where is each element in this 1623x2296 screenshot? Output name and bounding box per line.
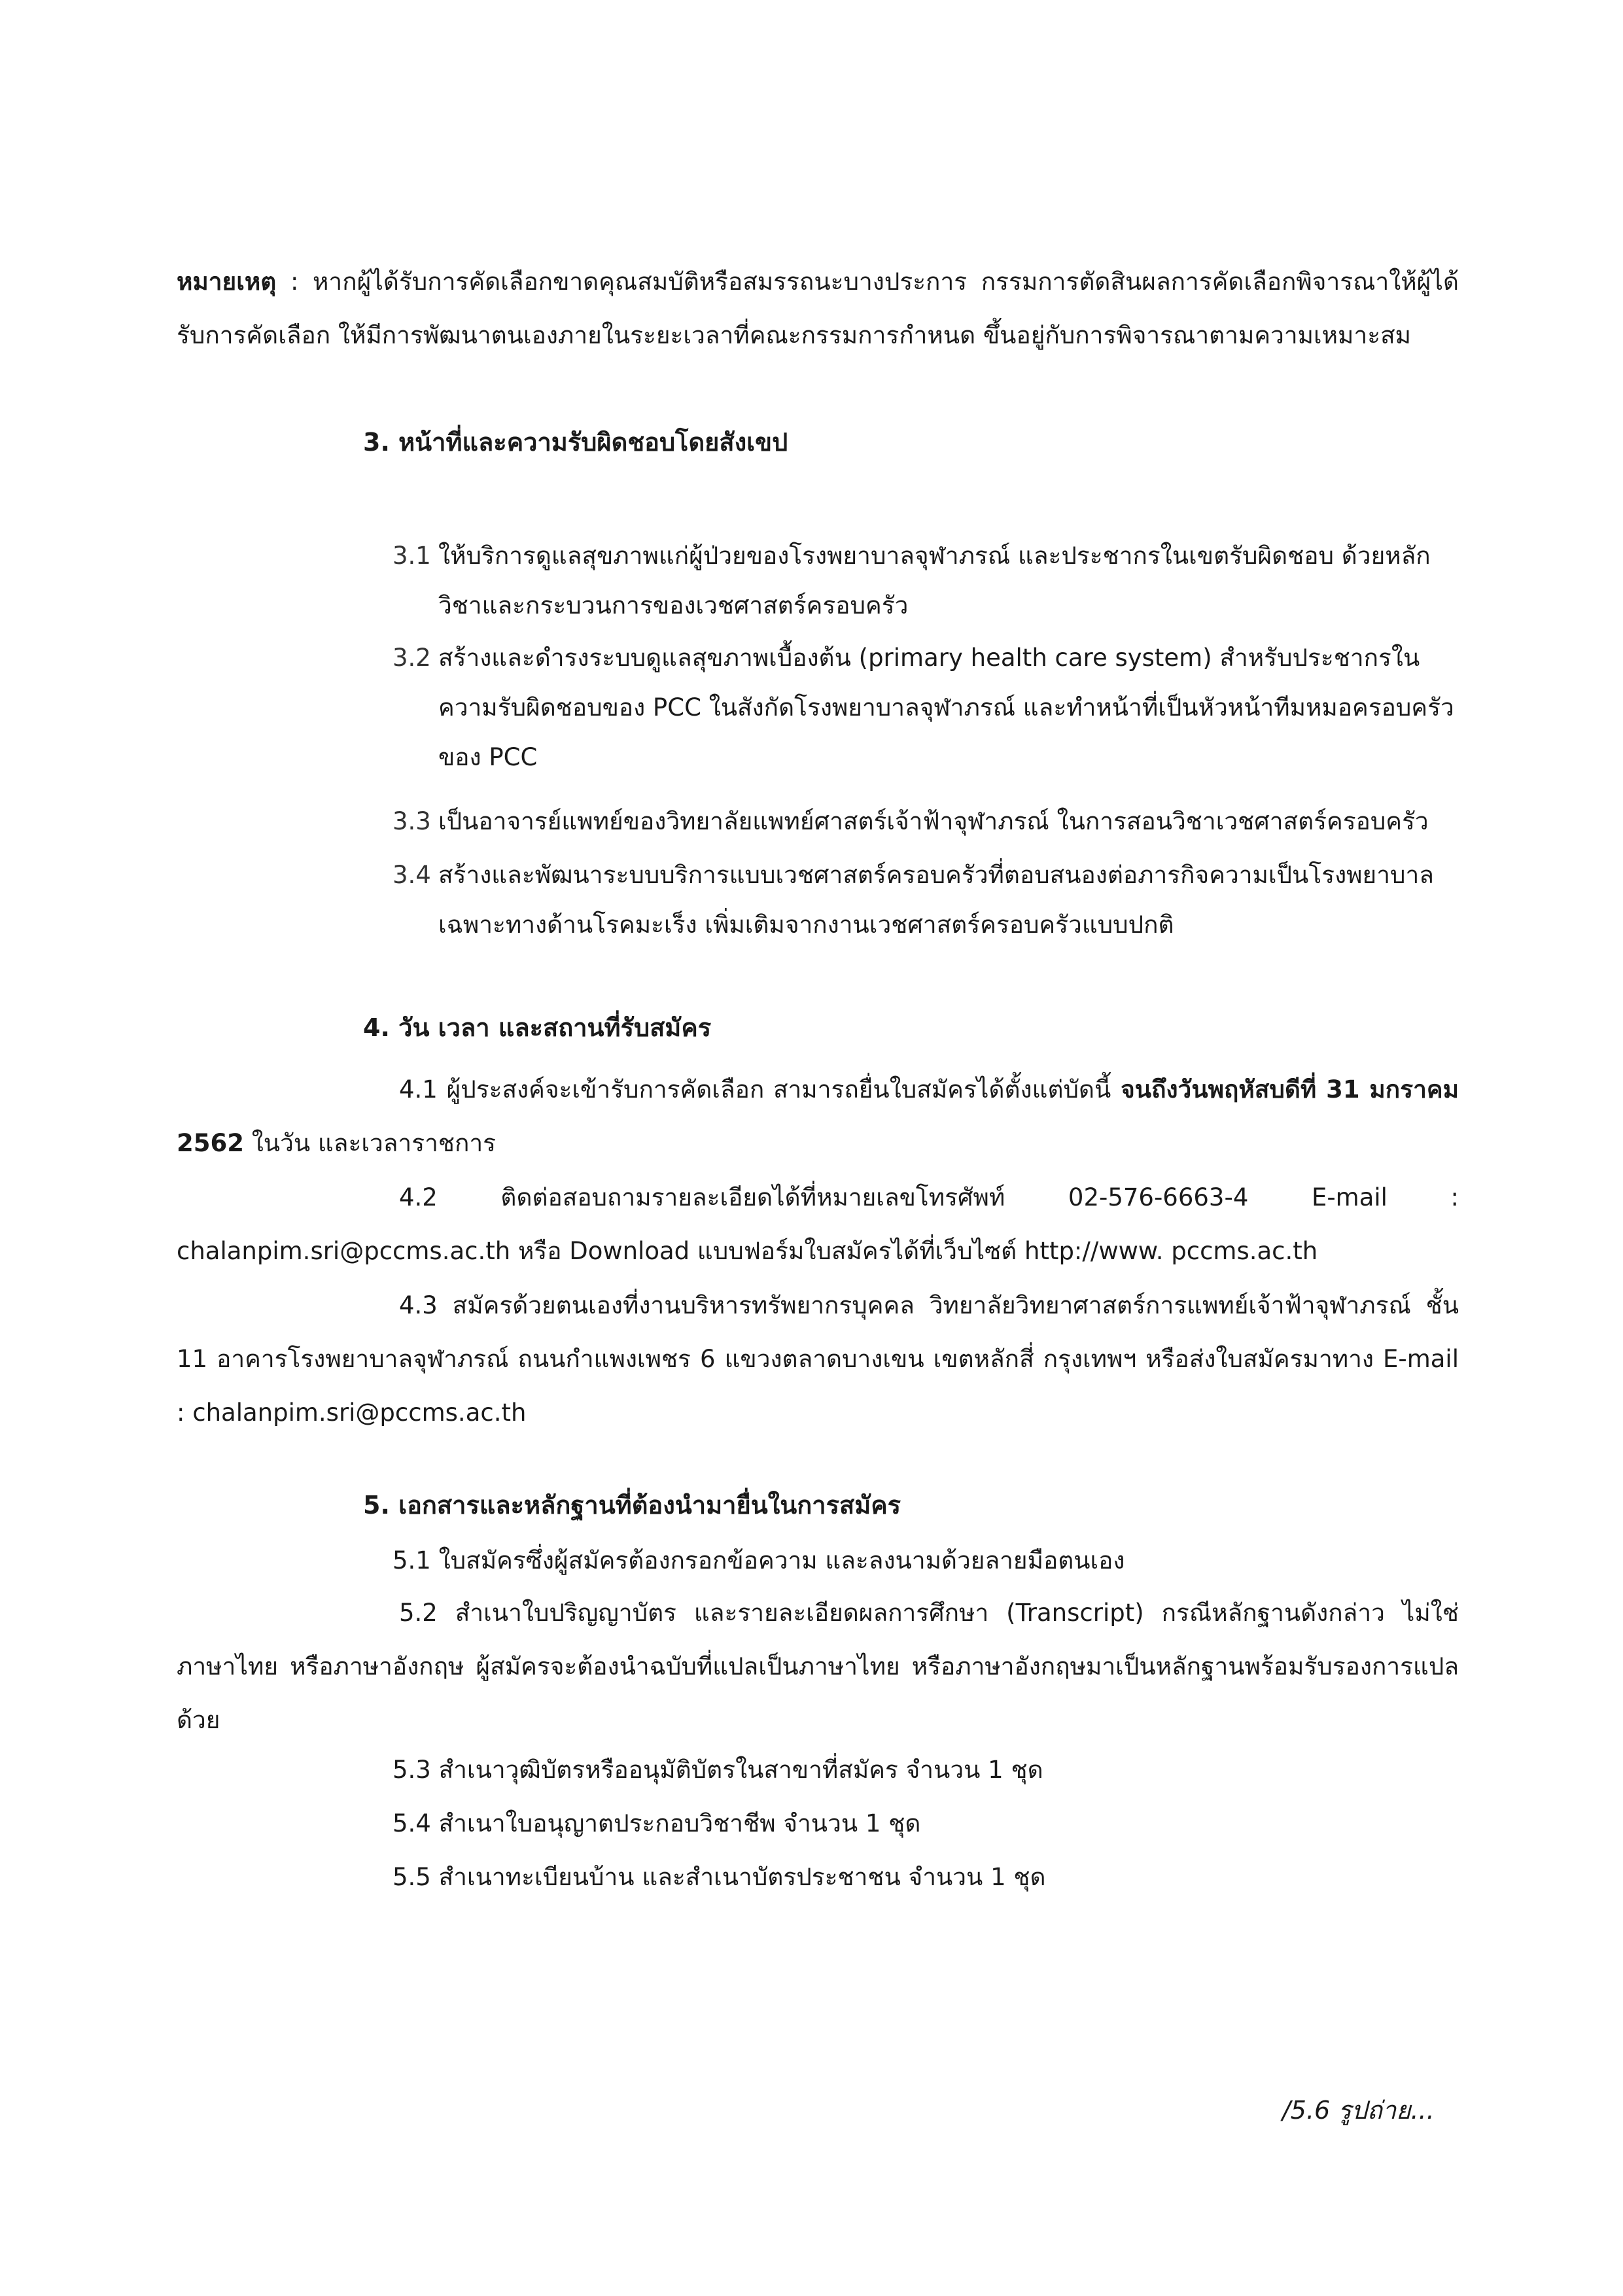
item-number: 3.4 xyxy=(393,861,431,889)
s4-1-text: 4.1 ผู้ประสงค์จะเข้ารับการคัดเลือก สามารถยื่นใบสมัครได้ตั้งแต่บัดนี้ xyxy=(399,1075,1111,1104)
section-3-title: 3. หน้าที่และความรับผิดชอบโดยสังเขป xyxy=(363,428,788,457)
item-number: 3.2 xyxy=(393,644,431,672)
list-item-3-3 xyxy=(393,797,1465,846)
s5-2-text: 5.2 สำเนาใบปริญญาบัตร และรายละเอียดผลการศึกษา (Transcript) กรณีหลักฐานดังกล่าว ไม่ใช่ภาษาไทย หรือภาษาอังกฤษ ผู้สมัครจะต้องนำฉบับที่แปลเป็นภาษาไทย หรือภาษาอังกฤษมาเป็นหลักฐานพร้อมรับรองการแปลด้วย xyxy=(177,1599,1459,1734)
list-item-3-4 xyxy=(393,850,1465,950)
item-number: 3.3 xyxy=(393,807,431,835)
s4-2-text: 4.2 ติดต่อสอบถามรายละเอียดได้ที่หมายเลขโทรศัพท์ 02-576-6663-4 E-mail : chalanpim.sri@pccms.ac.th หรือ Download แบบฟอร์มใบสมัครได้ที่เว็บไซต์ http://www. pccms.ac.th xyxy=(177,1183,1459,1265)
note-text: หากผู้ได้รับการคัดเลือกขาดคุณสมบัติหรือสมรรถนะบางประการ กรรมการตัดสินผลการคัดเลือกพิจารณาให้ผู้ได้รับการคัดเลือก ให้มีการพัฒนาตนเองภายในระยะเวลาที่คณะกรรมการกำหนด ขึ้นอยู่กับการพิจารณาตามความเหมาะสม xyxy=(177,268,1459,349)
item-text: สร้างและพัฒนาระบบบริการแบบเวชศาสตร์ครอบครัวที่ตอบสนองต่อภารกิจความเป็นโรงพยาบาลเฉพาะทางด้านโรคมะเร็ง เพิ่มเติมจากงานเวชศาสตร์ครอบครัวแบบปกติ xyxy=(438,861,1434,939)
item-text: ให้บริการดูแลสุขภาพแก่ผู้ป่วยของโรงพยาบาลจุฬาภรณ์ และประชากรในเขตรับผิดชอบ ด้วยหลักวิชาและกระบวนการของเวชศาสตร์ครอบครัว xyxy=(438,542,1431,619)
s4-3-text: 4.3 สมัครด้วยตนเองที่งานบริหารทรัพยากรบุคคล วิทยาลัยวิทยาศาสตร์การแพทย์เจ้าฟ้าจุฬาภรณ์ ชั้น 11 อาคารโรงพยาบาลจุฬาภรณ์ ถนนกำแพงเพชร 6 แขวงตลาดบางเขน เขตหลักสี่ กรุงเทพฯ หรือส่งใบสมัครมาทาง E-mail : chalanpim.sri@pccms.ac.th xyxy=(177,1291,1459,1427)
note-paragraph xyxy=(177,255,1459,362)
section-4-2 xyxy=(177,1171,1459,1278)
section-5-3: 5.3 สำเนาวุฒิบัตรหรืออนุมัติบัตรในสาขาที่สมัคร จำนวน 1 ชุด xyxy=(393,1756,1043,1784)
item-number: 3.1 xyxy=(393,542,431,570)
page-continuation: /5.6 รูปถ่าย... xyxy=(1282,2096,1435,2125)
section-4-1 xyxy=(177,1063,1459,1170)
section-5-title: 5. เอกสารและหลักฐานที่ต้องนำมายื่นในการสมัคร xyxy=(363,1491,901,1520)
section-4-3 xyxy=(177,1279,1459,1440)
item-text: เป็นอาจารย์แพทย์ของวิทยาลัยแพทย์ศาสตร์เจ้าฟ้าจุฬาภรณ์ ในการสอนวิชาเวชศาสตร์ครอบครัว xyxy=(438,807,1429,835)
section-5-1: 5.1 ใบสมัครซึ่งผู้สมัครต้องกรอกข้อความ และลงนามด้วยลายมือตนเอง xyxy=(393,1546,1125,1574)
item-text: สร้างและดำรงระบบดูแลสุขภาพเบื้องต้น (primary health care system) สำหรับประชากรในความรับผิดชอบของ PCC ในสังกัดโรงพยาบาลจุฬาภรณ์ และทำหน้าที่เป็นหัวหน้าทีมหมอครอบครัวของ PCC xyxy=(438,644,1454,771)
note-label: หมายเหตุ xyxy=(177,268,277,296)
section-5-5: 5.5 สำเนาทะเบียนบ้าน และสำเนาบัตรประชาชน จำนวน 1 ชุด xyxy=(393,1863,1046,1891)
list-item-3-1 xyxy=(393,531,1465,631)
section-5-4: 5.4 สำเนาใบอนุญาตประกอบวิชาชีพ จำนวน 1 ชุด xyxy=(393,1809,921,1837)
section-4-title: 4. วัน เวลา และสถานที่รับสมัคร xyxy=(363,1013,712,1042)
note-separator: : xyxy=(276,268,313,296)
s4-1-deadline: จนถึงวันพฤหัสบดีที่ 31 มกราคม 2562 xyxy=(177,1075,1459,1157)
list-item-3-2 xyxy=(393,633,1465,782)
s4-1-tail: ในวัน และเวลาราชการ xyxy=(243,1129,497,1157)
section-5-2 xyxy=(177,1586,1459,1747)
